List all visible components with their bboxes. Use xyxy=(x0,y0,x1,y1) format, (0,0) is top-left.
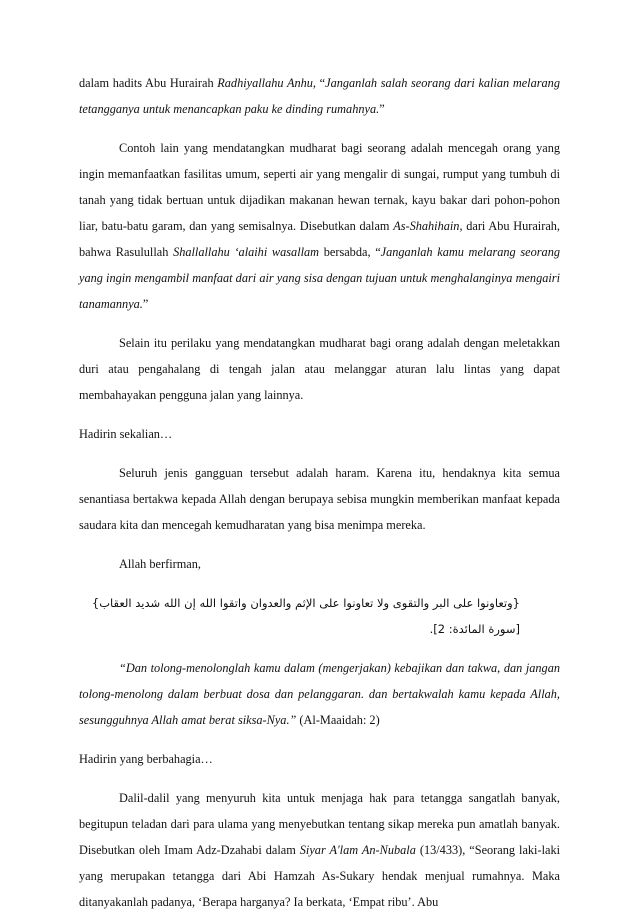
italic-run: Siyar A'lam An-Nubala xyxy=(299,843,416,857)
text-run: (Al-Maaidah: 2) xyxy=(296,713,380,727)
text-run: , “ xyxy=(312,76,326,90)
paragraph-forbidden-harm xyxy=(79,460,560,538)
italic-run: Shallallahu ‘alaihi wasallam xyxy=(173,245,320,259)
paragraph-address-audience xyxy=(79,421,560,447)
text-run: Seluruh jenis gangguan tersebut adalah haram. Karena itu, hendaknya kita semua senantiasa bertakwa kepada Allah dengan berupaya sebisa mungkin memberikan manfaat kepada saudara kita dan mencegah kemudharatan yang bisa menimpa mereka. xyxy=(79,466,560,532)
text-run: ” xyxy=(379,102,385,116)
paragraph-allah-says xyxy=(79,551,560,577)
paragraph-arabic-verse xyxy=(79,590,560,642)
text-run: Hadirin yang berbahagia… xyxy=(79,752,213,766)
italic-run: Janganlah kamu melarang seorang yang ingin mengambil manfaat dari air yang sisa dengan tujuan untuk menghalanginya mengairi tanamannya. xyxy=(79,245,560,311)
text-run: Allah berfirman, xyxy=(119,557,201,571)
italic-run: “Dan tolong-menolonglah kamu dalam (mengerjakan) kebajikan dan takwa, dan jangan tolong-menolong dalam berbuat dosa dan pelanggaran. dan bertakwalah kamu kepada Allah, sesungguhnya Allah amat berat siksa-Nya.” xyxy=(79,661,560,727)
text-run: Hadirin sekalian… xyxy=(79,427,173,441)
paragraph-verse-translation xyxy=(79,655,560,733)
text-run: Selain itu perilaku yang mendatangkan mudharat bagi orang adalah dengan meletakkan duri atau pengahalang di tengah jalan atau melanggar aturan lalu lintas yang dapat membahayakan pengguna jalan yang lainnya. xyxy=(79,336,560,402)
italic-run: As-Shahihain xyxy=(393,219,460,233)
text-run: dalam hadits Abu Hurairah xyxy=(79,76,218,90)
italic-run: Janganlah salah seorang dari kalian melarang tetangganya untuk menancapkan paku ke dinding rumahnya. xyxy=(79,76,560,116)
text-run: Dalil-dalil yang menyuruh kita untuk menjaga hak para tetangga sangatlah banyak, begitupun teladan dari para ulama yang menyebutkan tentang sikap mereka pun amatlah banyak. Disebutkan oleh Imam Adz-Dzahabi dalam xyxy=(79,791,560,857)
text-run: bersabda, “ xyxy=(319,245,381,259)
text-run: ” xyxy=(142,297,149,311)
body-text xyxy=(79,70,560,915)
paragraph-neighbor-rights xyxy=(79,785,560,915)
text-run: , dari Abu Hurairah, bahwa Rasulullah xyxy=(79,219,560,259)
arabic-text: {وتعاونوا على البر والتقوى ولا تعاونوا على الإثم والعدوان واتقوا الله إن الله شديد العقاب} [سورة المائدة: 2]. xyxy=(91,596,520,636)
paragraph-hadith-nail xyxy=(79,70,560,122)
paragraph-public-facilities xyxy=(79,135,560,317)
italic-run: Radhiyallahu Anhu xyxy=(217,76,313,90)
paragraph-road-obstacles xyxy=(79,330,560,408)
text-run: Contoh lain yang mendatangkan mudharat bagi seorang adalah mencegah orang yang ingin memanfaatkan fasilitas umum, seperti air yang mengalir di sungai, rumput yang tumbuh di tanah yang tidak bertuan untuk dijadikan makanan hewan ternak, kayu bakar dari pohon-pohon liar, batu-batu garam, dan yang semisalnya. Disebutkan dalam xyxy=(79,141,560,233)
text-run: (13/433), “Seorang laki-laki yang merupakan tetangga dari Abi Hamzah As-Sukary hendak menjual rumahnya. Maka ditanyakanlah padanya, ‘Berapa harganya? Ia berkata, ‘Empat ribu’. Abu xyxy=(79,843,561,909)
paragraph-address-blessed xyxy=(79,746,560,772)
